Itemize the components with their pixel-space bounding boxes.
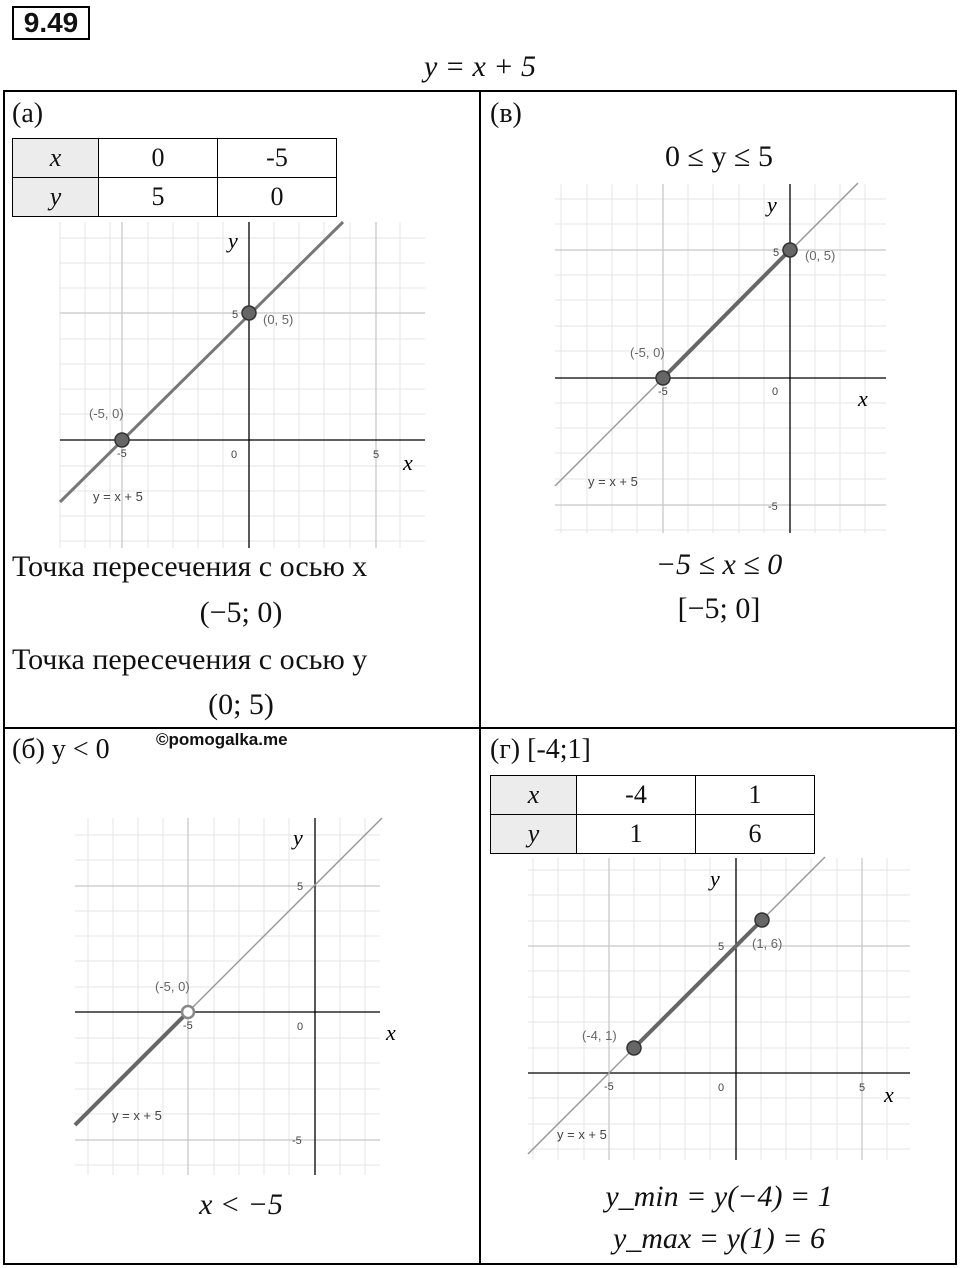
- tick-label: -5: [768, 501, 778, 513]
- table-cell: 1: [696, 776, 815, 815]
- tick-label: -5: [292, 1135, 302, 1147]
- watermark: ©pomogalka.me: [156, 730, 288, 749]
- table-y-header: y: [491, 815, 577, 854]
- point-label: (-5, 0): [89, 406, 124, 421]
- problem-number: 9.49: [12, 6, 90, 40]
- y-axis-label: y: [293, 825, 303, 850]
- y-axis-label: y: [767, 192, 777, 217]
- tick-label: 5: [297, 881, 304, 893]
- x-axis-label: x: [386, 1020, 396, 1045]
- table-cell: -5: [218, 139, 337, 178]
- table-x-header: x: [491, 776, 577, 815]
- table-cell: 6: [696, 815, 815, 854]
- panel-a-value1: (−5; 0): [199, 596, 283, 629]
- panel-g-ymin: y_min = y(−4) = 1: [605, 1180, 833, 1213]
- line-label: y = x + 5: [557, 1127, 607, 1142]
- panel-a-text2: Точка пересечения с осью y: [12, 643, 368, 676]
- table-cell: -4: [577, 776, 696, 815]
- point-label: (0, 5): [805, 248, 836, 263]
- panel-v-result1: −5 ≤ x ≤ 0: [655, 548, 783, 581]
- table-cell: 1: [577, 815, 696, 854]
- highlighted-segment: [634, 920, 762, 1048]
- tick-label: -5: [117, 448, 127, 460]
- point-label: (-5, 0): [155, 979, 190, 994]
- panel-v-condition: 0 ≤ y ≤ 5: [665, 140, 773, 173]
- table-x-header: x: [13, 139, 99, 178]
- point-marker: [755, 913, 769, 927]
- tick-label: 5: [232, 309, 239, 321]
- table-cell: 5: [99, 178, 218, 217]
- panel-a-value2: (0; 5): [208, 688, 274, 721]
- panel-v-result2: [−5; 0]: [677, 592, 761, 625]
- tick-label: 5: [773, 247, 780, 259]
- table-cell: 0: [218, 178, 337, 217]
- tick-label: -5: [604, 1081, 614, 1093]
- tick-label: 0: [718, 1082, 725, 1094]
- main-equation: y = x + 5: [423, 50, 537, 83]
- panel-b-result: x < −5: [199, 1188, 283, 1221]
- y-axis-label: y: [710, 866, 720, 891]
- tick-label: -5: [658, 386, 668, 398]
- panel-g-label: (г) [-4;1]: [490, 734, 591, 765]
- tick-label: 0: [772, 386, 779, 398]
- x-axis-label: x: [858, 386, 868, 411]
- panel-v-label: (в): [490, 98, 522, 129]
- panel-g-ymax: y_max = y(1) = 6: [612, 1222, 826, 1255]
- line-label: y = x + 5: [112, 1108, 162, 1123]
- point-label: (0, 5): [263, 312, 294, 327]
- tick-label: 5: [373, 449, 380, 461]
- tick-label: -5: [183, 1020, 193, 1032]
- point-marker: [627, 1041, 641, 1055]
- line-label: y = x + 5: [93, 489, 143, 504]
- tick-label: 0: [297, 1021, 304, 1033]
- panel-a-label: (а): [12, 98, 44, 129]
- panel-b-label: (б) y < 0: [12, 734, 110, 765]
- tick-label: 0: [231, 449, 238, 461]
- point-label: (-4, 1): [582, 1028, 617, 1043]
- point-label: (-5, 0): [630, 345, 665, 360]
- y-axis-label: y: [228, 228, 238, 253]
- point-label: (1, 6): [752, 936, 783, 951]
- line-label: y = x + 5: [588, 474, 638, 489]
- tick-label: 5: [718, 941, 725, 953]
- table-cell: 0: [99, 139, 218, 178]
- table-y-header: y: [13, 178, 99, 217]
- tick-label: 5: [859, 1082, 866, 1094]
- x-axis-label: x: [884, 1082, 894, 1107]
- panel-a-text1: Точка пересечения с осью x: [12, 550, 368, 583]
- x-axis-label: x: [403, 450, 413, 475]
